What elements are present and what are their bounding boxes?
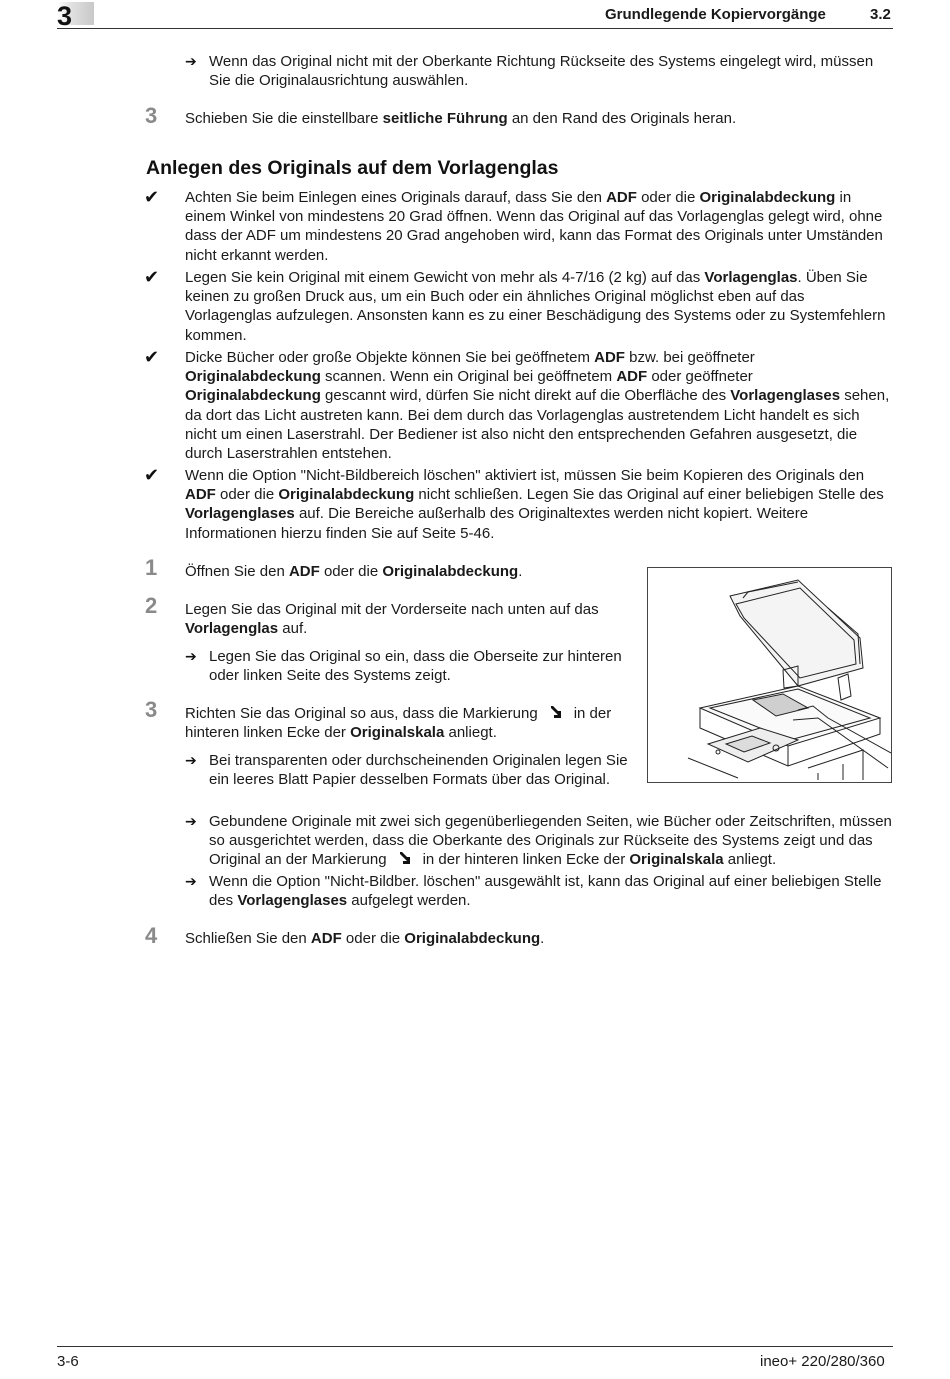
step-3-text: Richten Sie das Original so aus, dass die Markierung in der hinteren linken Ecke der Originalskala anliegt. (185, 705, 612, 742)
bold-term: Vorlagenglas (704, 269, 798, 286)
note-text-run: Dicke Bücher oder große Objekte können Sie bei geöffnetem (185, 349, 595, 366)
arrow-bullet: ➔ (185, 53, 197, 69)
bold-term: Vorlagenglases (730, 387, 841, 405)
step-4-text: Schließen Sie den ADF oder die Originalabdeckung. (185, 930, 545, 947)
step-1-text: Öffnen Sie den ADF oder die Originalabdeckung. (185, 563, 523, 580)
section-title: Anlegen des Originals auf dem Vorlagenglas (146, 157, 559, 179)
check-bullet: ✔ (144, 347, 160, 367)
arrow-bullet: ➔ (185, 873, 197, 889)
note-text-run: Achten Sie beim Einlegen eines Originals darauf, dass Sie den (185, 189, 607, 206)
copier-illustration (647, 567, 892, 783)
model-name: ineo+ 220/280/360 (760, 1353, 885, 1370)
note-2 (185, 268, 891, 345)
note-text-run: sehen, da dort das Licht austreten kann. Bei dem durch das Vorlagenglas austretendem Licht handelt es sich nicht um einen Laserstrahl. Der Bediener ist also nicht den entsprechenden Gefahren ausgesetzt, die durch Laserstrahlen entstehen. (185, 387, 890, 463)
step-3-sub-2: Gebundene Originale mit zwei sich gegenüberliegenden Seiten, wie Bücher oder Zeitschriften, müssen so ausgerichtet werden, dass die Oberkante des Originals zur Rückseite des Systems zeigt und das Original an der Markierung in der hinteren linken Ecke der Originalskala anliegt. (209, 813, 892, 869)
note-text-run: in einem Winkel von mindestens 20 Grad öffnen. Wenn das Original auf das Vorlagenglas gelegt wird, ohne dass der ADF um mindestens 20 Grad angehoben wird, kann das Format des Originals unter Umständen nicht erkannt werden. (185, 189, 883, 264)
bold-term: Originalabdeckung (278, 486, 415, 504)
note-text-run: oder die (215, 486, 279, 504)
step-number: 3 (145, 103, 158, 128)
note-text-run: bzw. bei geöffneter (624, 349, 755, 366)
check-bullet: ✔ (144, 187, 160, 207)
step-3-sub-1: Bei transparenten oder durchscheinenden Originalen legen Sie ein leeres Blatt Papier desselben Formats über das Original. (209, 752, 628, 789)
bold-term: Originalabdeckung (699, 189, 836, 206)
copier-drawing (648, 568, 891, 782)
check-bullet: ✔ (144, 465, 160, 485)
arrow-bullet: ➔ (185, 648, 197, 664)
note-text-run: Legen Sie kein Original mit einem Gewicht von mehr als 4-7/16 (2 kg) auf das (185, 269, 705, 286)
step-2-text: Legen Sie das Original mit der Vorderseite nach unten auf das Vorlagenglas auf. (185, 601, 599, 638)
note-1 (185, 188, 891, 265)
note-text-run: scannen. Wenn ein Original bei geöffnetem (320, 368, 617, 386)
note-4 (185, 466, 891, 543)
corner-arrow-icon (550, 705, 564, 719)
bold-term: ADF (616, 368, 648, 386)
check-bullet: ✔ (144, 267, 160, 287)
note-text-run: gescannt wird, dürfen Sie nicht direkt auf die Oberfläche des (320, 387, 731, 405)
header-title: Grundlegende Kopiervorgänge (605, 6, 826, 23)
step-3-sub-3: Wenn die Option "Nicht-Bildber. löschen" ausgewählt ist, kann das Original auf einer beliebigen Stelle des Vorlagenglases aufgelegt werden. (209, 873, 882, 910)
note-text-run: . Üben Sie keinen zu großen Druck aus, um ein Buch oder ein ähnliches Original möglichst eben auf das Vorlagenglas aufzulegen. Ansonsten kann es zu einer Beschädigung des Systems oder zu Systemfehlern kommen. (185, 269, 886, 344)
intro-step-text: Schieben Sie die einstellbare seitliche Führung an den Rand des Originals heran. (185, 110, 737, 127)
step-number: 1 (145, 555, 158, 580)
note-text-run: auf. Die Bereiche außerhalb des Originaltextes werden nicht kopiert. Weitere Informationen hierzu finden Sie auf Seite 5-46. (185, 505, 809, 542)
page-number: 3-6 (57, 1353, 79, 1370)
bold-term: Originalabdeckung (185, 387, 321, 405)
arrow-bullet: ➔ (185, 813, 197, 829)
bold-term: ADF (185, 486, 216, 504)
footer-rule (57, 1346, 893, 1347)
arrow-bullet: ➔ (185, 752, 197, 768)
header-rule (57, 28, 893, 29)
note-text-run: oder die (636, 189, 700, 206)
note-3 (185, 348, 891, 463)
note-text-run: Wenn die Option "Nicht-Bildbereich löschen" aktiviert ist, müssen Sie beim Kopieren des Originals den (185, 467, 865, 484)
bold-term: Originalabdeckung (185, 368, 321, 386)
step-number: 2 (145, 593, 158, 618)
note-text-run: oder geöffneter (647, 368, 753, 386)
bold-term: ADF (594, 349, 625, 366)
step-number: 4 (145, 923, 158, 948)
bold-term: Vorlagenglases (185, 505, 295, 523)
step-number: 3 (145, 697, 158, 722)
corner-arrow-icon (399, 851, 413, 865)
step-2-sub: Legen Sie das Original so ein, dass die Oberseite zur hinteren oder linken Seite des Systems zeigt. (209, 648, 622, 685)
note-text-run: nicht schließen. Legen Sie das Original auf einer beliebigen Stelle des (414, 486, 884, 504)
chapter-number: 3 (57, 1, 73, 31)
bold-term: ADF (606, 189, 637, 206)
header-section-number: 3.2 (870, 6, 891, 23)
intro-arrow-text: Wenn das Original nicht mit der Oberkante Richtung Rückseite des Systems eingelegt wird, müssen Sie die Originalausrichtung auswählen. (209, 53, 874, 90)
